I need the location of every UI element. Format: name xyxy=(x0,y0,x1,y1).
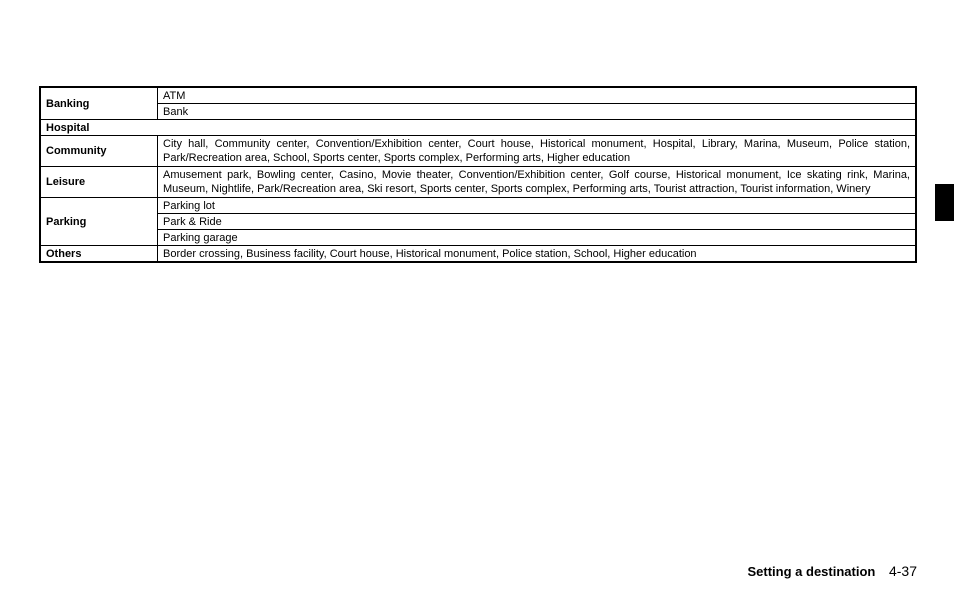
item-parking-lot: Parking lot xyxy=(158,198,917,214)
table-row xyxy=(40,167,916,198)
category-parking: Parking xyxy=(40,198,158,246)
section-title: Setting a destination xyxy=(747,564,876,579)
item-others-list: Border crossing, Business facility, Court house, Historical monument, Police station, School, Higher education xyxy=(158,246,917,263)
page-footer xyxy=(748,562,918,581)
table-row xyxy=(40,120,916,136)
item-bank: Bank xyxy=(158,104,917,120)
table-row xyxy=(40,136,916,167)
page-number: 4-37 xyxy=(888,563,917,579)
category-leisure: Leisure xyxy=(40,167,158,198)
table-row xyxy=(40,246,916,263)
chapter-tab-marker xyxy=(935,184,954,221)
item-leisure-list: Amusement park, Bowling center, Casino, Movie theater, Convention/Exhibition center, Golf course, Historical monument, Ice skating rink, Marina, Museum, Nightlife, Park/Recreation area, Ski resort, Sports center, Sports complex, Performing arts, Tourist attraction, Tourist information, Winery xyxy=(158,167,917,198)
table-row xyxy=(40,104,916,120)
item-atm: ATM xyxy=(158,87,917,104)
table-row xyxy=(40,214,916,230)
item-park-and-ride: Park & Ride xyxy=(158,214,917,230)
table-row xyxy=(40,198,916,214)
item-parking-garage: Parking garage xyxy=(158,230,917,246)
table-row xyxy=(40,87,916,104)
category-others: Others xyxy=(40,246,158,263)
category-banking: Banking xyxy=(40,87,158,120)
item-community-list: City hall, Community center, Convention/Exhibition center, Court house, Historical monument, Hospital, Library, Marina, Museum, Police station, Park/Recreation area, School, Sports center, Sports complex, Performing arts, Higher education xyxy=(158,136,917,167)
table-row xyxy=(40,230,916,246)
category-community: Community xyxy=(40,136,158,167)
category-hospital: Hospital xyxy=(40,120,916,136)
poi-category-table xyxy=(39,86,917,263)
